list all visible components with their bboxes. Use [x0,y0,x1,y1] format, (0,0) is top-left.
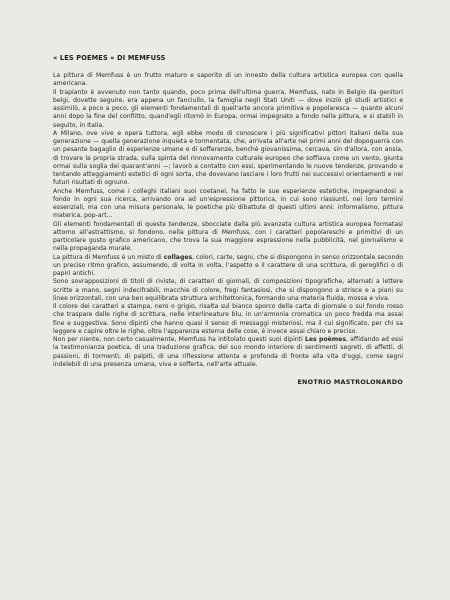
paragraph-2: Il trapianto è avvenuto non tanto quando, poco prima dell'ultima guerra, Memfuss, nato in Belgio da genitori belgi, dovette seguire, era appena un fanciullo, la famiglia negli Stati Uniti — dove iniziò gli studi artistici e assimilò, a poco a poco, gli elementi fondamentali di quell'arte ancora primitiva e popolaresca — quanto alcuni anni dopo la fine del conflitto, quand'egli ritornò in Europa, ormai impegnato a fondo nella pittura, e si stabilì in seguito, in Italia. [53,88,403,129]
emphasis-collages: collages [163,253,193,261]
paragraph-9: Non per niente, non certo casualmente, Memfuss ha intitolato questi suoi dipinti Les poèmes, affidando ad essi la testimonianza poetica, di una traduzione grafica, del suo mondo interiore di sentimenti segreti, di affetti, di passioni, di tormenti, di palpiti, di una riflessione attenta e profonda di fronte alla vita d'oggi, come segni indelebili di una presenza umana, viva e sofferta, nell'arte attuale. [53,336,403,368]
paragraph-3: A Milano, ove vive e opera tuttora, egli ebbe modo di conoscere i più significativi pittori italiani della sua generazione — quella generazione inquieta e tormentata, che, arrivata all'arte nei primi anni del dopoguerra con un pesante bagaglio di esperienze umane e di sofferenze, benchè giovanissima, cercava, sin d'allora, con ansia, di trovare la propria strada, sulla spinta del rinnovamento culturale europeo che soffiava come un vento, giunta ormai sulla soglia dei quarant'anni —; lavorò a contatto con essi, sperimentando le nuove tendenze, provando e tentando atteggiamenti estetici di ogni sorta, che dovevano lasciare i loro frutti nei successivi orientamenti e nei futuri risultati di ognuno. [53,129,403,187]
author-signature: ENOTRIO MASTROLONARDO [297,378,403,386]
paragraph-5: Gli elementi fondamentali di queste tendenze, sbocciate dalla più avanzata cultura artistica europea formatasi attorno all'astrattismo, si fondono, nella pittura di Memfuss, con i caratteri popolareschi e primitivi di un particolare gusto grafico americano, che trova la sua maggiore espressione nella pubblicità, nel giornalismo e nella propaganda murale. [53,220,403,253]
paragraph-4: Anche Memfuss, come i colleghi italiani suoi coetanei, ha fatto le sue esperienze estetiche, impegnandosi a fondo in ogni sua ricerca, arrivando ora ad un'espressione pittorica, in cui sono riassunti, nei loro termini essenziali, ma con una misura personale, le poetiche più dibattute di questi ultimi anni: informalismo, pittura materica, pop-art... [53,187,403,220]
paragraph-6: La pittura di Memfuss è un misto di collages, colori, carte, segni, che si dispongono in senso orizzontale secondo un preciso ritmo grafico, assumendo, di volta in volta, l'aspetto e il carattere di una scrittura, di geroglifici o di papiri antichi. [53,253,403,277]
emphasis-les-poemes: Les poèmes [304,336,346,343]
paragraph-1: La pittura di Memfuss è un frutto maturo e saporito di un innesto della cultura artistica europea con quella americana. [53,72,403,88]
paragraph-8: Il colore dei caratteri a stampa, nero o grigio, risalta sul bianco sporco della carta di giornale o sul fondo rosso che traspare dalle righe di scrittura, nelle interlineature blu, in un'armonia cromatica un poco fredda ma assai fine e suggestiva. Sono dipinti che hanno quasi il senso di messaggi misteriosi, ma il cui significato, per chi sa leggere e capire oltre le righe, oltre l'apparenza esterna delle cose, è invece assai chiaro e preciso. [53,303,403,335]
paragraph-7: Sono sovrapposizioni di titoli di riviste, di caratteri di giornali, di composizioni tipografiche, alternati a lettere scritte a mano, segni indecifrabili, macchie di colore, fregi fantasiosi, che si dispongono a strisce e a piani su linee orizzontali, con una ben equilibrata struttura architettonica, formando una materia fluida, mossa e viva. [53,278,403,302]
document-body [53,72,403,369]
document-page [53,54,403,386]
document-heading: « LES POEMES » DI MEMFUSS [53,54,166,62]
